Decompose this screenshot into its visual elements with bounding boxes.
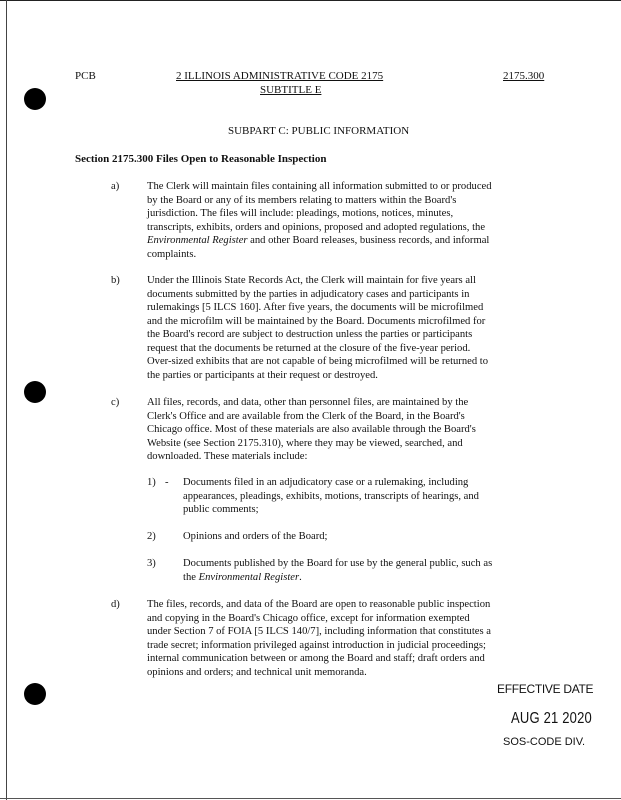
paragraph-line: the Board's record are subject to destruction unless the parties or participants: [147, 329, 473, 340]
environmental-register-italic: Environmental Register: [198, 571, 300, 583]
punch-hole-bottom: [24, 683, 46, 705]
paragraph-a: [147, 180, 542, 261]
paragraph-line: Clerk's Office and are available from the Clerk of the Board, in the Board's: [147, 410, 465, 422]
item-line: [183, 571, 543, 585]
paragraph-line: Chicago office. Most of these materials are also available through the Board's: [147, 424, 476, 435]
paragraph-d-marker: d): [111, 599, 120, 610]
environmental-register-italic: Environmental Register: [147, 235, 248, 246]
subpart-title: SUBPART C: PUBLIC INFORMATION: [228, 125, 410, 137]
section-title: Section 2175.300 Files Open to Reasonable Inspection: [75, 153, 327, 165]
paragraph-line: rulemakings [5 ILCS 160]. After five years, the documents will be microfilmed: [147, 302, 484, 313]
page-top-border: [0, 0, 621, 1]
item-1-text: [183, 476, 543, 517]
paragraph-line: transcripts, exhibits, orders and opinions, proposed and adopted regulations, the: [147, 221, 486, 233]
punch-hole-middle: [24, 381, 46, 403]
paragraph-line-rest: and other Board releases, business records, and informal: [247, 235, 490, 246]
item-line-suffix: .: [299, 571, 302, 583]
paragraph-line: documents submitted by the parties in adjudicatory cases and participants in: [147, 288, 470, 300]
paragraph-line: complaints.: [147, 248, 197, 260]
item-line: Documents published by the Board for use by the general public, such as: [183, 558, 493, 569]
item-line: Opinions and orders of the Board;: [183, 531, 328, 542]
paragraph-line: jurisdiction. The files will include: pleadings, motions, notices, minutes,: [147, 208, 454, 219]
paragraph-line: Over-sized exhibits that are not capable of being microfilmed will be returned to: [147, 356, 489, 367]
paragraph-line: internal communication between or among the Board and staff; draft orders and: [147, 653, 485, 664]
item-1-number: 1): [147, 477, 156, 488]
item-line: Documents filed in an adjudicatory case or a rulemaking, including: [183, 477, 469, 488]
paragraph-line: Under the Illinois State Records Act, the Clerk will maintain for five years all: [147, 275, 476, 286]
paragraph-line: under Section 7 of FOIA [5 ILCS 140/7], including information that constitutes a: [147, 626, 491, 637]
paragraph-line: request that the documents be returned at the closure of the five-year period.: [147, 342, 471, 354]
header-section-number: 2175.300: [503, 70, 545, 82]
paragraph-d: [147, 598, 542, 679]
paragraph-c-marker: c): [111, 397, 120, 408]
item-line-prefix: the: [183, 571, 199, 583]
page-bottom-border: [0, 798, 621, 799]
header-code-title: 2 ILLINOIS ADMINISTRATIVE CODE 2175: [176, 70, 384, 82]
paragraph-line: downloaded. These materials include:: [147, 451, 308, 462]
effective-date-value: AUG 21 2020: [511, 708, 592, 727]
paragraph-b-marker: b): [111, 275, 120, 286]
stamp-office: SOS-CODE DIV.: [503, 736, 586, 748]
header-subtitle: SUBTITLE E: [260, 84, 322, 96]
paragraph-line: opinions and orders; and technical unit memoranda.: [147, 666, 367, 678]
paragraph-line: [147, 234, 542, 248]
item-line: appearances, pleadings, exhibits, motions, transcripts of hearings, and: [183, 490, 479, 502]
paragraph-line: by the Board or any of its members relating to matters within the Board's: [147, 194, 457, 206]
paragraph-line: and copying in the Board's Chicago office, except for information exempted: [147, 612, 470, 624]
page-left-border: [6, 0, 7, 800]
paragraph-a-marker: a): [111, 181, 120, 192]
item-3-number: 3): [147, 558, 156, 569]
paragraph-c: [147, 396, 542, 464]
paragraph-line: Website (see Section 2175.310), where they may be viewed, searched, and: [147, 437, 463, 449]
paragraph-line: trade secret; information privileged against introduction in judicial proceedings;: [147, 639, 486, 651]
paragraph-line: The files, records, and data of the Board are open to reasonable public inspection: [147, 599, 491, 610]
item-3-text: [183, 557, 543, 584]
paragraph-line: All files, records, and data, other than personnel files, are maintained by the: [147, 397, 469, 408]
paragraph-line: The Clerk will maintain files containing all information submitted to or produced: [147, 181, 492, 192]
header-agency: PCB: [75, 70, 96, 82]
item-2-number: 2): [147, 531, 156, 542]
item-line: public comments;: [183, 504, 259, 515]
punch-hole-top: [24, 88, 46, 110]
item-1-dash: -: [165, 477, 169, 488]
paragraph-b: [147, 274, 542, 382]
effective-date-label: EFFECTIVE DATE: [497, 682, 594, 696]
paragraph-line: the parties or participants at their request or destroyed.: [147, 369, 378, 381]
item-2-text: [183, 530, 543, 544]
paragraph-line: and the microfilm will be maintained by the Board. Documents microfilmed for: [147, 315, 486, 327]
